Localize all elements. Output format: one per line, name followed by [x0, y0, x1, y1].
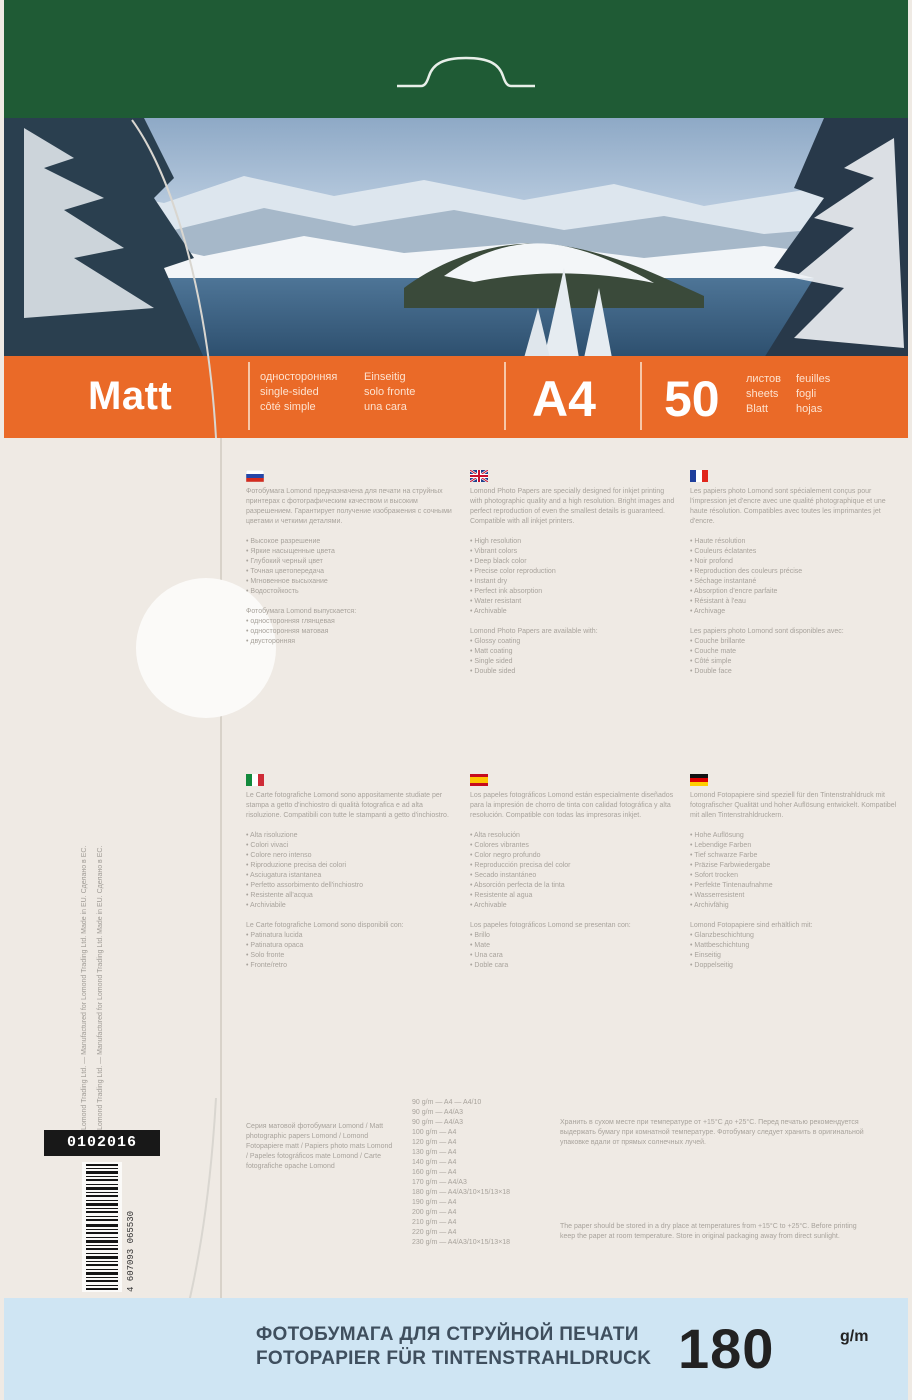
feature-list: • Haute résolution • Couleurs éclatantes • Noir profond • Reproduction des couleurs précise • Séchage instantané • Absorption d'encre parfaite • Résistant à l'eau • Archivage [690, 538, 803, 615]
sheets-col-2: feuilles fogli hojas [796, 373, 831, 415]
block-es: Los papeles fotográficos Lomond están especialmente diseñados para la impresión de chorro de tinta con calidad fotográfica y alta resolución. Compatible con todas las impresoras inkjet. • Alta resolución • Colores vibrantes • Color negro profundo • Reproducción precisa del color • Secado instantáneo • Absorción perfecta de la tinta • Resistente al agua • Archivable Los papeles fotográficos Lomond se presentan con: • Brillo • Mate • Una cara • Doble cara [470, 774, 678, 971]
feature-list: • Высокое разрешение • Яркие насыщенные цвета • Глубокий черный цвет • Точная цветопередача • Мгновенное высыхание • Водостойкость [246, 538, 335, 595]
storage-en: The paper should be stored in a dry place at temperatures from +15°C to +25°C. Before printing keep the paper at room temperature. Store in original packaging away from direct sunlight. [560, 1223, 857, 1240]
hanger-header [4, 0, 908, 118]
paper-weight-unit: g/m [840, 1328, 869, 1345]
product-code: 0102016 [44, 1130, 160, 1156]
types-list: • Glanzbeschichtung • Mattbeschichtung • Einseitig • Doppelseitig [690, 932, 754, 969]
band-divider [640, 362, 642, 430]
band-divider [248, 362, 250, 430]
flag-uk-icon [470, 470, 488, 482]
flag-es-icon [470, 774, 488, 786]
title-ru: ФОТОБУМАГА ДЛЯ СТРУЙНОЙ ПЕЧАТИ [256, 1324, 639, 1345]
range-intro: Серия матовой фотобумаги Lomond / Matt photographic papers Lomond / Lomond Fotopapiere matt / Papiers photo mats Lomond / Papeles fotográficos mate Lomond / Carte fotografiche opache Lomond [246, 1123, 393, 1170]
feature-list: • Hohe Auflösung • Lebendige Farben • Tief schwarze Farbe • Präzise Farbwiedergabe • Sofort trocken • Perfekte Tintenaufnahme • Wasserresistent • Archivfähig [690, 832, 773, 909]
finish-label: Matt [88, 374, 173, 418]
band-divider [504, 362, 506, 430]
feature-list: • Alta resolución • Colores vibrantes • Color negro profundo • Reproducción precisa del color • Secado instantáneo • Absorción perfecta de la tinta • Resistente al agua • Archivable [470, 832, 571, 909]
title-de: FOTOPAPIER FÜR TINTENSTRAHLDRUCK [256, 1348, 652, 1369]
barcode-number: 4 607093 065530 [126, 1210, 136, 1292]
hanger-hole-icon [391, 50, 541, 94]
panel-divider [220, 438, 222, 1298]
format-label: A4 [532, 371, 596, 427]
flag-fr-icon [690, 470, 708, 482]
types-list: • Glossy coating • Matt coating • Single sided • Double sided [470, 638, 521, 675]
types-list: • Patinatura lucida • Patinatura opaca • Solo fronte • Fronte/retro [246, 932, 304, 969]
sides-col-2: Einseitig solo fronte una cara [364, 371, 416, 413]
block-it: Le Carte fotografiche Lomond sono appositamente studiate per stampa a getto d'inchiostro di qualità fotografica e ad alta risoluzione. Compatibili con tutte le stampanti a getto d'inchiostro. • Alta risoluzione • Colori vivaci • Colore nero intenso • Riproduzione precisa dei colori • Asciugatura istantanea • Perfetto assorbimento dell'inchiostro • Resistente all'acqua • Archiviabile Le Carte fotografiche Lomond sono disponibili con: • Patinatura lucida • Patinatura opaca • Solo fronte • Fronte/retro [246, 774, 454, 971]
product-band [4, 356, 908, 438]
side-legal-text: Lomond Trading Ltd. — Manufactured for Lomond Trading Ltd. Made in EU. Сделано в ЕС. [81, 845, 88, 1130]
side-legal-text-2: Lomond Trading Ltd. — Manufactured for Lomond Trading Ltd. Made in EU. Сделано в ЕС. [97, 845, 104, 1130]
flag-ru-icon [246, 470, 264, 482]
block-en: Lomond Photo Papers are specially designed for inkjet printing with photographic quality and a high resolution. Bright images and perfect reproduction of even the smallest details is guaranteed. Compatible with all inkjet printers. • High resolution • Vibrant colors • Deep black color • Precise color reproduction • Instant dry • Perfect ink absorption • Water resistant • Archivable Lomond Photo Papers are available with: • Glossy coating • Matt coating • Single sided • Double sided [470, 470, 678, 677]
paper-weight: 180 [678, 1317, 775, 1380]
block-fr: Les papiers photo Lomond sont spécialement conçus pour l'impression jet d'encre avec une qualité photographique et une haute résolution. Compatibles avec toutes les imprimantes jet d'encre. • Haute résolution • Couleurs éclatantes • Noir profond • Reproduction des couleurs précise • Séchage instantané • Absorption d'encre parfaite • Résistant à l'eau • Archivage Les papiers photo Lomond sont disponibles avec: • Couche brillante • Couche mate • Côté simple • Double face [690, 470, 898, 677]
block-de: Lomond Fotopapiere sind speziell für den Tintenstrahldruck mit fotografischer Qualität und hoher Auflösung entwickelt. Kompatibel mit allen Tintenstrahldruckern. • Hohe Auflösung • Lebendige Farben • Tief schwarze Farbe • Präzise Farbwiedergabe • Sofort trocken • Perfekte Tintenaufnahme • Wasserresistent • Archivfähig Lomond Fotopapiere sind erhältlich mit: • Glanzbeschichtung • Mattbeschichtung • Einseitig • Doppelseitig [690, 774, 898, 971]
feature-list: • High resolution • Vibrant colors • Deep black color • Precise color reproduction • Instant dry • Perfect ink absorption • Water resistant • Archivable [470, 538, 556, 615]
flag-it-icon [246, 774, 264, 786]
winter-lake-photo [4, 118, 908, 358]
weight-list: 90 g/m — A4 — A4/10 90 g/m — A4/A3 90 g/m — A4/A3 100 g/m — A4 120 g/m — A4 130 g/m — A4 140 g/m — A4 160 g/m — A4 170 g/m — A4/A3 180 g/m — A4/A3/10×15/13×18 190 g/m — A4 200 g/m — A4 210 g/m — A4 220 g/m — A4 230 g/m — A4/A3/10×15/13×18 [412, 1099, 511, 1246]
feature-list: • Alta risoluzione • Colori vivaci • Colore nero intenso • Riproduzione precisa dei colori • Asciugatura istantanea • Perfetto assorbimento dell'inchiostro • Resistente all'acqua • Archiviabile [246, 832, 364, 909]
block-ru: Фотобумага Lomond предназначена для печати на струйных принтерах с фотографическим качеством и высоким разрешением. Гарантирует получение изображения с сочными цветами и четкими деталями. • Высокое разрешение • Яркие насыщенные цвета • Глубокий черный цвет • Точная цветопередача • Мгновенное высыхание • Водостойкость Фотобумага Lomond выпускается: • односторонняя глянцевая • односторонняя матовая • двусторонняя [246, 470, 454, 647]
sheet-count: 50 [664, 371, 720, 427]
types-list: • односторонняя глянцевая • односторонняя матовая • двусторонняя [246, 618, 335, 645]
product-title-band [220, 1298, 908, 1400]
blue-band-left [4, 1298, 220, 1400]
sheets-col-1: листов sheets Blatt [746, 373, 781, 415]
types-list: • Brillo • Mate • Una cara • Doble cara [470, 932, 509, 969]
sides-col-1: односторонняя single-sided côté simple [260, 371, 338, 413]
flag-de-icon [690, 774, 708, 786]
storage-ru: Хранить в сухом месте при температуре от +15°С до +25°С. Перед печатью рекомендуется выдержать бумагу при комнатной температуре. Фотобумагу следует хранить в оригинальной упаковке вдали от прямых солнечных лучей. [560, 1119, 864, 1146]
barcode-icon [82, 1162, 122, 1292]
types-list: • Couche brillante • Couche mate • Côté simple • Double face [690, 638, 745, 675]
